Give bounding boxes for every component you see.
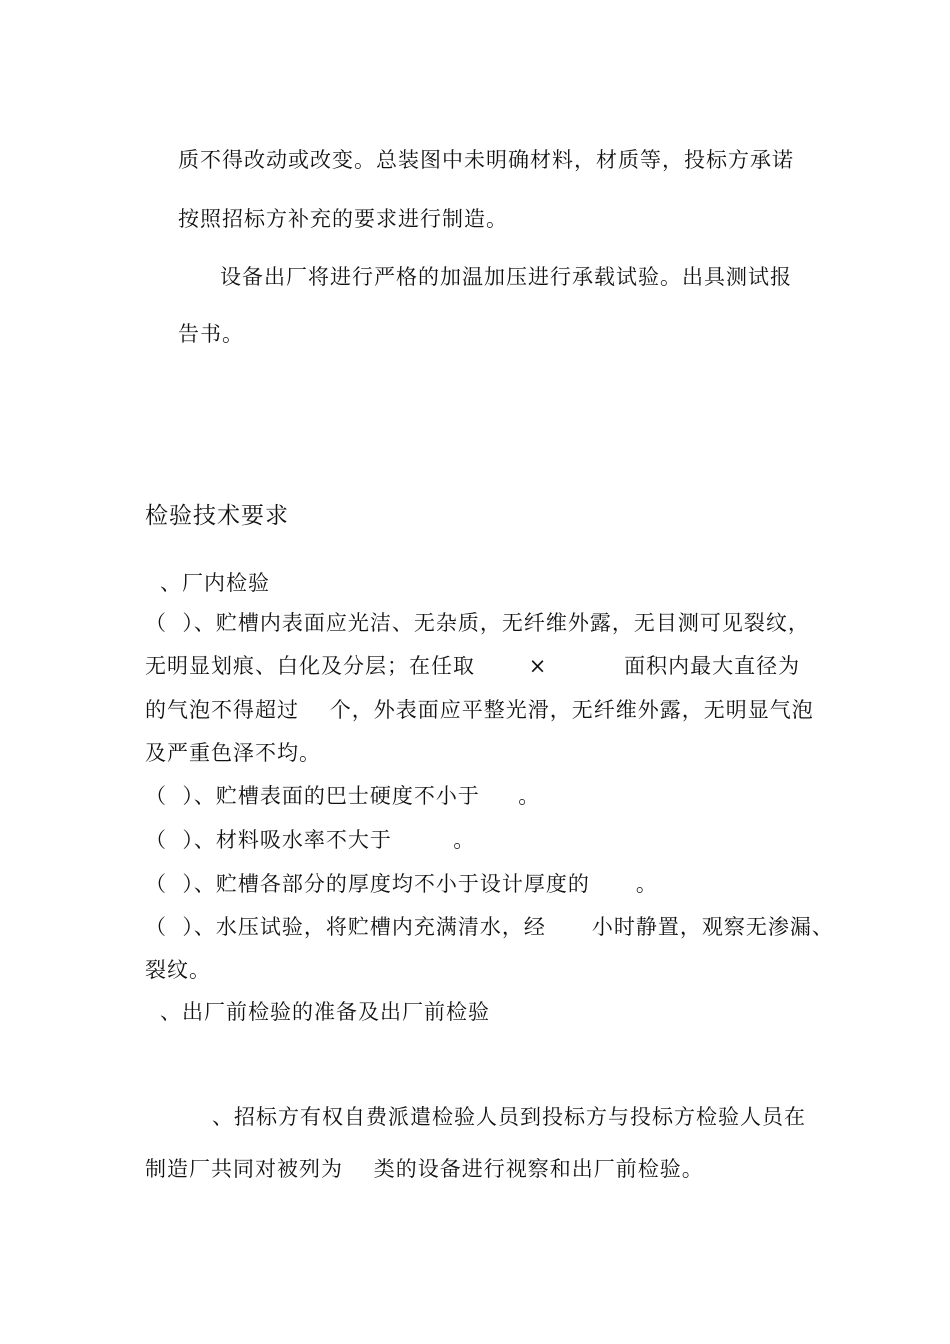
list-item-line: 及严重色泽不均。 (145, 741, 321, 765)
list-item: （ ）、材料吸水率不大于 。 (145, 828, 476, 852)
paragraph-line: 质不得改动或改变。总装图中未明确材料，材质等，投标方承诺 (178, 148, 794, 172)
paragraph-line: 制造厂共同对被列为 类的设备进行视察和出厂前检验。 (145, 1157, 704, 1181)
section-title: 检验技术要求 (145, 503, 289, 529)
list-item: （ ）、贮槽表面的巴士硬度不小于 。 (145, 784, 541, 808)
list-item-line: 无明显划痕、白化及分层；在任取 × 面积内最大直径为 (145, 654, 801, 678)
paragraph-line: 、招标方有权自费派遣检验人员到投标方与投标方检验人员在 (212, 1105, 806, 1129)
list-item: （ ）、贮槽各部分的厚度均不小于设计厚度的 。 (145, 872, 658, 896)
list-item-line: （ ）、贮槽内表面应光洁、无杂质，无纤维外露，无目测可见裂纹， (145, 611, 810, 635)
subsection-title: 、厂内检验 (160, 571, 270, 595)
list-item-line: （ ）、水压试验，将贮槽内充满清水，经 小时静置，观察无渗漏、 (145, 915, 834, 939)
paragraph-line: 告书。 (178, 322, 244, 346)
list-item-line: 的气泡不得超过 个，外表面应平整光滑，无纤维外露，无明显气泡 (145, 698, 814, 722)
list-item-line: 裂纹。 (145, 958, 211, 982)
paragraph-line: 设备出厂将进行严格的加温加压进行承载试验。出具测试报 (220, 265, 792, 289)
paragraph-line: 按照招标方补充的要求进行制造。 (178, 207, 508, 231)
subsection-title: 、出厂前检验的准备及出厂前检验 (160, 1000, 490, 1024)
